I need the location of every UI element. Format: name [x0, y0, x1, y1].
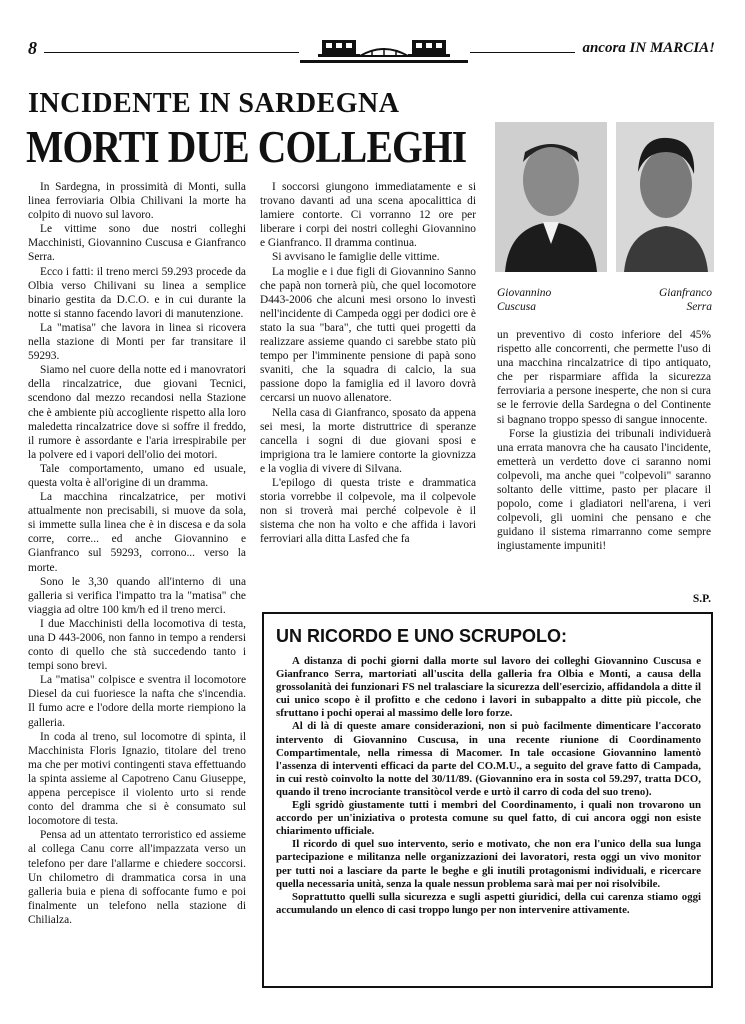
paragraph: La "matisa" colpisce e sventra il locomotore Diesel da cui fuoriesce la nafta che s'incendia. Il fumo acre e l'odore della morte riempiono la galleria.	[28, 674, 246, 729]
paragraph: Ecco i fatti: il treno merci 59.293 procede da Olbia verso Chilivani su linea a semplice binario gestita da D.C.O. e in cui durante la notte si stanno facendo lavori di manutenzione.	[28, 265, 246, 320]
photo-caption	[497, 286, 551, 314]
page-number: 8	[28, 38, 37, 58]
portrait-photo-icon	[616, 122, 714, 272]
paragraph: Tale comportamento, umano ed usuale, questa volta è all'origine di un dramma.	[28, 462, 246, 489]
article-kicker: INCIDENTE IN SARDEGNA	[28, 88, 400, 119]
photo-caption	[620, 286, 712, 314]
portrait-photo-icon	[495, 122, 607, 272]
author-signature: S.P.	[692, 593, 711, 605]
paragraph: I due Macchinisti della locomotiva di testa, una D 443-2006, non fanno in tempo a rendersi conto di quello che stà succedendo tanto i tempi sono brevi.	[28, 617, 246, 673]
train-bridge-logo-icon	[300, 30, 468, 66]
paragraph: un preventivo di costo inferiore del 45% rispetto alle concorrenti, che permette l'uso di una macchina rincalzatrice di tipo antiquato, che per risparmiare affida la sicurezza ferroviaria a persone inesperte, che non si cura se le ferrovie della Sardegna o del Continente si bagnano troppo spesso di sangue innocente.	[497, 329, 711, 426]
magazine-title: ancora IN MARCIA!	[582, 40, 715, 56]
paragraph: Il ricordo di quel suo intervento, serio e motivato, che non era l'unico della sua lunga partecipazione e militanza nelle organizzazioni dei lavoratori, resta oggi un vivo monitor per tutti noi a lasciare da parte le beghe e gli inutili protagonismi individuali, e ricercare quella necessaria unità, senza la quale nessun problema sarà mai per noi risolvibile.	[276, 838, 701, 890]
paragraph: L'epilogo di questa triste e drammatica storia vorrebbe il colpevole, ma il colpevole non si troverà mai perché colpevole è il sistema che non ha volto e che affida i lavori ferroviari alla ditta Lasfed che fa	[260, 476, 476, 546]
paragraph: Forse la giustizia dei tribunali individuerà una errata manovra che ha causato l'incidente, emetterà un verdetto dove ci saranno nomi colpevoli, ma anche quei "colpevoli" saranno soltanto delle vittime, pasto per placare il popolo, come i gladiatori nell'arena, i veri colpevoli, gli uomini che pensano e che guidano il sistema rimarranno come sempre ingiustamente impuniti!	[497, 427, 711, 553]
paragraph: La "matisa" che lavora in linea si ricovera nella stazione di Monti per far transitare il 59293.	[28, 321, 246, 363]
paragraph: La moglie e i due figli di Giovannino Sanno che papà non tornerà più, che quel locomotore D443-2006 che alcuni mesi orsono lo investì nell'incidente di Campeda oggi per dodici ore è stato la sua "bara", che tutti quei progetti da realizzare assieme quando ci sarebbe stato più tempo per l'imminente pensione di papà sono svaniti, che la squadra di calcio, la sua passione dopo la famiglia ed il lavoro dovrà cercarsi un nuovo allenatore.	[260, 265, 476, 405]
header-rule-left	[44, 52, 299, 53]
box-body	[276, 655, 701, 917]
paragraph: Pensa ad un attentato terroristico ed assieme al collega Canu corre all'impazzata verso un telefono per dare l'allarme e chiedere soccorsi. Un chilometro di drammatica corsa in una galleria buia e piena di soffocante fumo e poi finalmente un telefono nella stazione di Chilialza.	[28, 829, 246, 926]
paragraph: A distanza di pochi giorni dalla morte sul lavoro dei colleghi Giovannino Cuscusa e Gianfranco Serra, martoriati all'uscita della galleria fra Olbia e Monti, a causa della grossolanità dei funzionari FS nel tralasciare la sicurezza dell'esercizio, affidandola a ditte il cui unico scopo è il profitto e che cedono i lavori in subappalto a ditte più piccole, che sfruttano i pochi operai al massimo delle loro forze.	[276, 655, 701, 720]
paragraph: La macchina rincalzatrice, per motivi attualmente non precisabili, si muove da sola, si immette sulla linea che è in discesa e da sola corre, corre... ed anche Giovannino e Gianfranco sul 59293, corrono... verso la morte.	[28, 491, 246, 574]
article-headline: MORTI DUE COLLEGHI	[26, 121, 467, 172]
paragraph: Nella casa di Gianfranco, sposato da appena sei mesi, la morte distruttrice di speranze cancella i sogni di due giovani sposi e imprigiona tra le lamiere contorte la giovnizza e la voglia di vivere di Silvana.	[260, 406, 476, 475]
caption-text: Gianfranco Serra	[658, 287, 712, 313]
box-title: UN RICORDO E UNO SCRUPOLO:	[276, 626, 568, 646]
paragraph: In Sardegna, in prossimità di Monti, sulla linea ferroviaria Olbia Chilivani la morte ha colpito di nuovo sul lavoro.	[28, 181, 246, 222]
memorial-box	[262, 612, 713, 988]
paragraph: Egli sgridò giustamente tutti i membri del Coordinamento, i quali non trovarono un accordo per un'iniziativa o protesta comune su quel fatto, di cui ancora oggi non esiste chiarimento ufficiale.	[276, 799, 701, 838]
page-header	[28, 30, 715, 66]
article-column-3	[497, 328, 711, 554]
paragraph: Si avvisano le famiglie delle vittime.	[272, 251, 440, 264]
paragraph: Sono le 3,30 quando all'interno di una galleria si verifica l'impatto tra la "matisa" che viaggia ad oltre 100 km/h ed il treno merci.	[28, 575, 246, 616]
paragraph: Le vittime sono due nostri colleghi Macchinisti, Giovannino Cuscusa e Gianfranco Serra.	[28, 223, 246, 264]
caption-text: Giovannino Cuscusa	[497, 287, 552, 313]
article-column-1	[28, 180, 246, 927]
paragraph: I soccorsi giungono immediatamente e si trovano davanti ad una scena apocalittica di lamiere contorte. Ci vorranno 12 ore per liberare i corpi dei nostri colleghi Giovannino e Gianfranco. Il dramma continua.	[260, 181, 476, 250]
paragraph: Soprattutto quelli sulla sicurezza e sugli aspetti giuridici, della cui carenza stiamo oggi accumulando un elenco di casi troppo lungo per non intervenire attivamente.	[276, 890, 701, 916]
paragraph: In coda al treno, sul locomotre di spinta, il Macchinista Floris Ignazio, titolare del treno ma che per motivi contingenti stava effettuando la spinta assieme al Capotreno Canu Giuseppe, appena percepisce il violento urto si rende conto del dramma che si è consumato sul locomotore di testa.	[28, 730, 246, 828]
article-column-2	[260, 180, 476, 546]
paragraph: Siamo nel cuore della notte ed i manovratori della rincalzatrice, due giovani Tecnici, scendono dal mezzo recandosi nella Stazione che è ambiente più accogliente rispetto alla loro maledetta rincalzatrice dove si soffre il freddo, il rumore è assordante e l'aria irrespirabile per la polvere ed i vapori dell'olio dei motori.	[28, 364, 246, 461]
header-rule-right	[470, 52, 575, 53]
paragraph: Al di là di queste amare considerazioni, non si può facilmente dimenticare l'accorato intervento di Giovannino Cuscusa, in una recente riunione di Coordinamento Compartimentale, nella rimessa di Macomer. In tale occasione Giovannino lamentò l'assenza di interventi efficaci da parte del CO.M.U., a seguito del grave fatto di Campada, in cui restò coinvolto la notte del 30/11/89. (Giovannino era in sosta col 59.297, tratta DCO, quando il treno incrociante transitòcol verde e urtò il carro di coda del suo treno).	[276, 720, 701, 798]
